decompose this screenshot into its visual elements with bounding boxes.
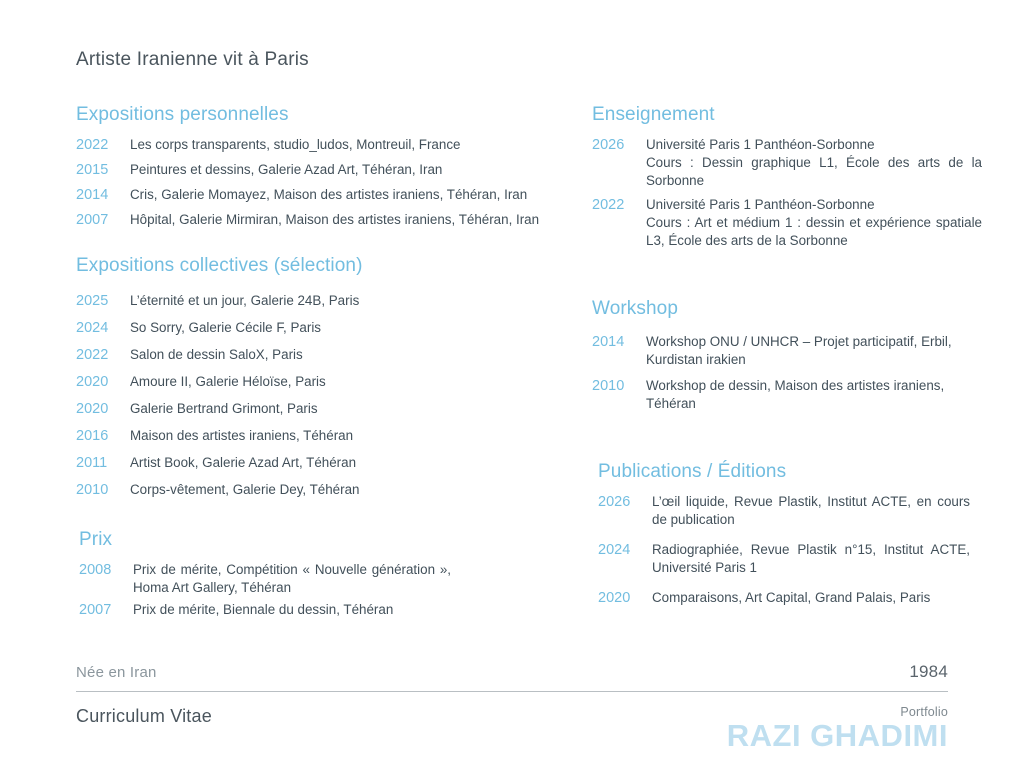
entry-row [76,454,576,472]
entry-row [76,136,576,154]
entry-row [76,292,576,310]
entry-text: Prix de mérite, Biennale du dessin, Téhéran [133,602,394,618]
entry-year: 2007 [76,211,109,228]
section-expositions-personnelles [76,104,576,229]
entry-year: 2010 [76,481,109,498]
entry-text-secondary: Cours : Art et médium 1 : dessin et expérience spatiale L3, École des arts de la Sorbonne [646,214,982,248]
entry-row [598,589,982,607]
entry-row [76,319,576,337]
entry-text-secondary: Cours : Dessin graphique L1, École des arts de la Sorbonne [646,154,982,188]
brand-logo [727,706,948,751]
entry-row [592,196,982,250]
right-column [592,104,982,614]
entry-text: Hôpital, Galerie Mirmiran, Maison des artistes iraniens, Téhéran, Iran [130,211,540,227]
entry-row [592,377,982,413]
section-title: Enseignement [592,104,715,125]
section-expositions-collectives [76,255,576,499]
footer [76,662,948,751]
brand-kicker: Portfolio [900,705,948,719]
entry-text: Prix de mérite, Compétition « Nouvelle génération », Homa Art Gallery, Téhéran [133,562,451,596]
document-label: Curriculum Vitae [76,706,212,726]
section-title: Prix [79,528,113,550]
entry-text [646,196,982,250]
entry-text: Maison des artistes iraniens, Téhéran [130,427,354,443]
entry-text: L’œil liquide, Revue Plastik, Institut ACTE, en cours de publication [652,494,970,528]
entry-text: Corps-vêtement, Galerie Dey, Téhéran [130,481,360,497]
entry-year: 2014 [76,186,109,203]
section-enseignement [592,104,982,250]
entry-row [76,427,576,445]
entry-year: 2024 [76,319,109,336]
entry-row [76,373,576,391]
entry-text: Workshop ONU / UNHCR – Projet participatif, Erbil, Kurdistan irakien [646,333,952,367]
entry-year: 2024 [598,542,631,559]
entry-row [76,211,576,229]
entry-year: 2022 [592,196,625,213]
entry-year: 2022 [76,136,109,153]
page-title: Artiste Iranienne vit à Paris [76,48,309,70]
entry-text: Amoure II, Galerie Héloïse, Paris [130,373,326,389]
entry-year: 2020 [76,400,109,417]
entry-row [79,601,576,619]
section-title: Publications / Éditions [598,460,787,482]
entry-year: 2016 [76,427,109,444]
footer-brand-row [76,692,948,751]
entry-year: 2022 [76,346,109,363]
entry-text: Cris, Galerie Momayez, Maison des artistes iraniens, Téhéran, Iran [130,186,528,202]
section-title: Workshop [592,297,678,319]
entry-year: 2007 [79,602,112,619]
section-publications [592,461,982,608]
entry-row [76,161,576,179]
entry-year: 2008 [79,562,112,579]
entry-text-primary: Université Paris 1 Panthéon-Sorbonne [646,196,875,212]
entry-row [598,493,982,529]
entry-row [76,400,576,418]
entry-row [76,346,576,364]
entry-row [592,136,982,190]
entry-row [79,561,576,597]
entry-text: Workshop de dessin, Maison des artistes iraniens, Téhéran [646,377,945,411]
birth-year: 1984 [909,662,948,681]
entry-text-primary: Université Paris 1 Panthéon-Sorbonne [646,136,875,152]
entry-text: So Sorry, Galerie Cécile F, Paris [130,319,321,335]
brand-name: RAZI GHADIMI [726,717,948,753]
entry-text: Les corps transparents, studio_ludos, Montreuil, France [130,136,461,152]
entry-row [76,481,576,499]
entry-row [76,186,576,204]
entry-year: 2026 [592,136,625,153]
entry-year: 2026 [598,494,631,511]
entry-text: Comparaisons, Art Capital, Grand Palais, Paris [652,590,931,606]
entry-text: Artist Book, Galerie Azad Art, Téhéran [130,454,357,470]
birth-place-label: Née en Iran [76,664,157,681]
entry-text: Radiographiée, Revue Plastik n°15, Institut ACTE, Université Paris 1 [652,542,970,576]
entry-text: Salon de dessin SaloX, Paris [130,346,303,362]
entry-year: 2025 [76,292,109,309]
entry-row [592,333,982,369]
entry-year: 2014 [592,333,625,350]
left-column [76,104,576,626]
section-prix [76,529,576,620]
entry-year: 2020 [76,373,109,390]
section-workshop [592,298,982,413]
entry-text [646,136,982,190]
entry-year: 2020 [598,590,631,607]
entry-year: 2010 [592,377,625,394]
entry-row [598,541,982,577]
section-title: Expositions personnelles [76,104,289,125]
footer-birth-row [76,662,948,691]
entry-year: 2015 [76,161,109,178]
entry-year: 2011 [76,454,108,471]
entry-text: L’éternité et un jour, Galerie 24B, Paris [130,292,360,308]
entry-text: Peintures et dessins, Galerie Azad Art, Téhéran, Iran [130,161,443,177]
entry-text: Galerie Bertrand Grimont, Paris [130,400,318,416]
section-title: Expositions collectives (sélection) [76,254,363,276]
